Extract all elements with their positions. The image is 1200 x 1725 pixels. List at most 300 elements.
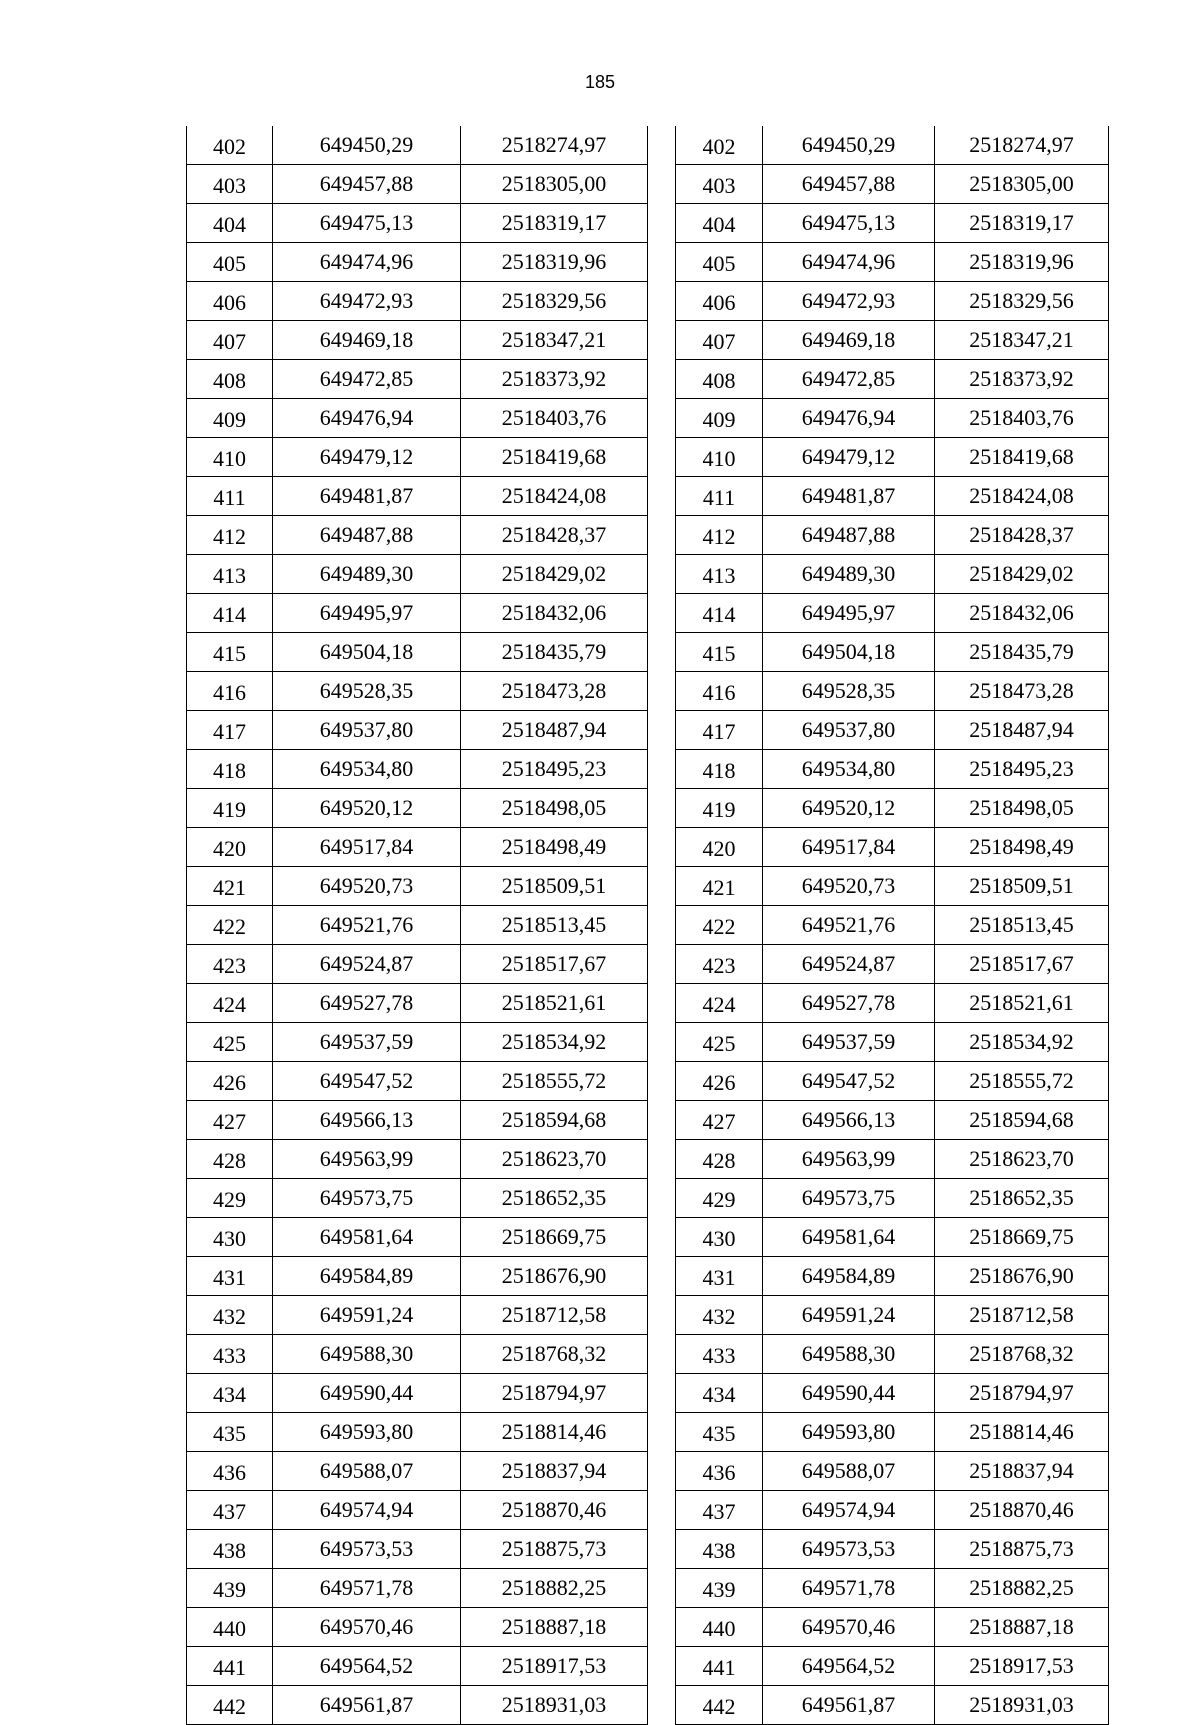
table-row bbox=[187, 1296, 648, 1335]
x-coordinate-cell: 649573,75 bbox=[763, 1179, 935, 1218]
table-row bbox=[187, 1023, 648, 1062]
table-row bbox=[187, 1569, 648, 1608]
x-coordinate-cell: 649469,18 bbox=[763, 321, 935, 360]
point-number-cell: 434 bbox=[676, 1374, 763, 1413]
x-coordinate-cell: 649472,93 bbox=[763, 282, 935, 321]
y-coordinate-cell: 2518319,96 bbox=[935, 243, 1109, 282]
x-coordinate-cell: 649590,44 bbox=[763, 1374, 935, 1413]
y-coordinate-cell: 2518305,00 bbox=[935, 165, 1109, 204]
y-coordinate-cell: 2518623,70 bbox=[461, 1140, 648, 1179]
table-row bbox=[187, 282, 648, 321]
x-coordinate-cell: 649474,96 bbox=[273, 243, 461, 282]
y-coordinate-cell: 2518814,46 bbox=[461, 1413, 648, 1452]
table-row bbox=[676, 477, 1109, 516]
y-coordinate-cell: 2518428,37 bbox=[461, 516, 648, 555]
point-number-cell: 429 bbox=[187, 1179, 273, 1218]
x-coordinate-cell: 649584,89 bbox=[273, 1257, 461, 1296]
table-row bbox=[187, 1491, 648, 1530]
point-number-cell: 412 bbox=[676, 516, 763, 555]
table-row bbox=[676, 438, 1109, 477]
y-coordinate-cell: 2518347,21 bbox=[935, 321, 1109, 360]
x-coordinate-cell: 649517,84 bbox=[273, 828, 461, 867]
point-number-cell: 427 bbox=[676, 1101, 763, 1140]
y-coordinate-cell: 2518882,25 bbox=[461, 1569, 648, 1608]
point-number-cell: 416 bbox=[187, 672, 273, 711]
point-number-cell: 435 bbox=[187, 1413, 273, 1452]
y-coordinate-cell: 2518403,76 bbox=[461, 399, 648, 438]
y-coordinate-cell: 2518521,61 bbox=[935, 984, 1109, 1023]
x-coordinate-cell: 649495,97 bbox=[763, 594, 935, 633]
point-number-cell: 417 bbox=[676, 711, 763, 750]
y-coordinate-cell: 2518305,00 bbox=[461, 165, 648, 204]
y-coordinate-cell: 2518509,51 bbox=[935, 867, 1109, 906]
x-coordinate-cell: 649537,80 bbox=[763, 711, 935, 750]
table-row bbox=[187, 1218, 648, 1257]
x-coordinate-cell: 649581,64 bbox=[273, 1218, 461, 1257]
table-row bbox=[187, 945, 648, 984]
table-row bbox=[187, 1608, 648, 1647]
table-row bbox=[187, 1686, 648, 1725]
y-coordinate-cell: 2518712,58 bbox=[935, 1296, 1109, 1335]
table-row bbox=[676, 321, 1109, 360]
point-number-cell: 420 bbox=[187, 828, 273, 867]
x-coordinate-cell: 649457,88 bbox=[763, 165, 935, 204]
point-number-cell: 438 bbox=[676, 1530, 763, 1569]
x-coordinate-cell: 649527,78 bbox=[763, 984, 935, 1023]
coordinates-table-left-body bbox=[187, 126, 648, 1725]
table-row bbox=[676, 1062, 1109, 1101]
x-coordinate-cell: 649489,30 bbox=[763, 555, 935, 594]
y-coordinate-cell: 2518495,23 bbox=[935, 750, 1109, 789]
y-coordinate-cell: 2518432,06 bbox=[935, 594, 1109, 633]
point-number-cell: 431 bbox=[187, 1257, 273, 1296]
table-row bbox=[676, 282, 1109, 321]
table-row bbox=[187, 1413, 648, 1452]
table-row bbox=[676, 165, 1109, 204]
table-row bbox=[187, 126, 648, 165]
table-row bbox=[187, 984, 648, 1023]
x-coordinate-cell: 649479,12 bbox=[763, 438, 935, 477]
point-number-cell: 426 bbox=[187, 1062, 273, 1101]
x-coordinate-cell: 649590,44 bbox=[273, 1374, 461, 1413]
x-coordinate-cell: 649571,78 bbox=[763, 1569, 935, 1608]
table-row bbox=[187, 750, 648, 789]
point-number-cell: 402 bbox=[187, 126, 273, 165]
table-row bbox=[676, 243, 1109, 282]
x-coordinate-cell: 649472,93 bbox=[273, 282, 461, 321]
point-number-cell: 442 bbox=[676, 1686, 763, 1725]
x-coordinate-cell: 649476,94 bbox=[763, 399, 935, 438]
table-row bbox=[676, 1140, 1109, 1179]
x-coordinate-cell: 649591,24 bbox=[763, 1296, 935, 1335]
table-row bbox=[187, 867, 648, 906]
table-row bbox=[187, 477, 648, 516]
y-coordinate-cell: 2518403,76 bbox=[935, 399, 1109, 438]
point-number-cell: 437 bbox=[187, 1491, 273, 1530]
x-coordinate-cell: 649475,13 bbox=[273, 204, 461, 243]
y-coordinate-cell: 2518319,17 bbox=[461, 204, 648, 243]
table-row bbox=[676, 1218, 1109, 1257]
x-coordinate-cell: 649563,99 bbox=[273, 1140, 461, 1179]
point-number-cell: 415 bbox=[676, 633, 763, 672]
x-coordinate-cell: 649481,87 bbox=[273, 477, 461, 516]
point-number-cell: 425 bbox=[676, 1023, 763, 1062]
point-number-cell: 423 bbox=[676, 945, 763, 984]
table-row bbox=[187, 594, 648, 633]
table-row bbox=[187, 204, 648, 243]
point-number-cell: 426 bbox=[676, 1062, 763, 1101]
x-coordinate-cell: 649573,53 bbox=[763, 1530, 935, 1569]
table-row bbox=[187, 321, 648, 360]
y-coordinate-cell: 2518794,97 bbox=[935, 1374, 1109, 1413]
table-row bbox=[676, 906, 1109, 945]
y-coordinate-cell: 2518837,94 bbox=[935, 1452, 1109, 1491]
point-number-cell: 409 bbox=[187, 399, 273, 438]
y-coordinate-cell: 2518676,90 bbox=[461, 1257, 648, 1296]
table-row bbox=[676, 1296, 1109, 1335]
table-row bbox=[676, 1101, 1109, 1140]
point-number-cell: 419 bbox=[676, 789, 763, 828]
y-coordinate-cell: 2518669,75 bbox=[461, 1218, 648, 1257]
y-coordinate-cell: 2518435,79 bbox=[935, 633, 1109, 672]
table-row bbox=[676, 1647, 1109, 1686]
point-number-cell: 429 bbox=[676, 1179, 763, 1218]
x-coordinate-cell: 649588,07 bbox=[763, 1452, 935, 1491]
x-coordinate-cell: 649547,52 bbox=[273, 1062, 461, 1101]
y-coordinate-cell: 2518498,05 bbox=[461, 789, 648, 828]
table-row bbox=[187, 516, 648, 555]
page-number: 185 bbox=[584, 72, 616, 92]
y-coordinate-cell: 2518419,68 bbox=[461, 438, 648, 477]
x-coordinate-cell: 649521,76 bbox=[273, 906, 461, 945]
x-coordinate-cell: 649489,30 bbox=[273, 555, 461, 594]
y-coordinate-cell: 2518837,94 bbox=[461, 1452, 648, 1491]
x-coordinate-cell: 649564,52 bbox=[763, 1647, 935, 1686]
table-row bbox=[187, 1335, 648, 1374]
point-number-cell: 421 bbox=[187, 867, 273, 906]
point-number-cell: 408 bbox=[187, 360, 273, 399]
y-coordinate-cell: 2518652,35 bbox=[461, 1179, 648, 1218]
y-coordinate-cell: 2518428,37 bbox=[935, 516, 1109, 555]
point-number-cell: 409 bbox=[676, 399, 763, 438]
y-coordinate-cell: 2518373,92 bbox=[461, 360, 648, 399]
coordinates-table-left bbox=[186, 126, 648, 1725]
y-coordinate-cell: 2518435,79 bbox=[461, 633, 648, 672]
y-coordinate-cell: 2518534,92 bbox=[935, 1023, 1109, 1062]
point-number-cell: 410 bbox=[676, 438, 763, 477]
x-coordinate-cell: 649528,35 bbox=[273, 672, 461, 711]
x-coordinate-cell: 649574,94 bbox=[273, 1491, 461, 1530]
x-coordinate-cell: 649487,88 bbox=[273, 516, 461, 555]
point-number-cell: 428 bbox=[676, 1140, 763, 1179]
point-number-cell: 406 bbox=[676, 282, 763, 321]
x-coordinate-cell: 649450,29 bbox=[273, 126, 461, 165]
y-coordinate-cell: 2518424,08 bbox=[461, 477, 648, 516]
y-coordinate-cell: 2518274,97 bbox=[935, 126, 1109, 165]
x-coordinate-cell: 649593,80 bbox=[273, 1413, 461, 1452]
point-number-cell: 413 bbox=[676, 555, 763, 594]
point-number-cell: 419 bbox=[187, 789, 273, 828]
x-coordinate-cell: 649573,53 bbox=[273, 1530, 461, 1569]
point-number-cell: 428 bbox=[187, 1140, 273, 1179]
y-coordinate-cell: 2518875,73 bbox=[935, 1530, 1109, 1569]
x-coordinate-cell: 649481,87 bbox=[763, 477, 935, 516]
table-row bbox=[187, 360, 648, 399]
point-number-cell: 424 bbox=[187, 984, 273, 1023]
table-row bbox=[676, 555, 1109, 594]
x-coordinate-cell: 649571,78 bbox=[273, 1569, 461, 1608]
x-coordinate-cell: 649591,24 bbox=[273, 1296, 461, 1335]
table-row bbox=[187, 828, 648, 867]
y-coordinate-cell: 2518373,92 bbox=[935, 360, 1109, 399]
point-number-cell: 416 bbox=[676, 672, 763, 711]
point-number-cell: 405 bbox=[187, 243, 273, 282]
y-coordinate-cell: 2518517,67 bbox=[935, 945, 1109, 984]
table-row bbox=[676, 1179, 1109, 1218]
table-row bbox=[676, 516, 1109, 555]
table-row bbox=[187, 906, 648, 945]
table-row bbox=[187, 1530, 648, 1569]
x-coordinate-cell: 649588,30 bbox=[763, 1335, 935, 1374]
coordinates-table-right-body bbox=[676, 126, 1109, 1725]
table-row bbox=[676, 789, 1109, 828]
point-number-cell: 424 bbox=[676, 984, 763, 1023]
table-row bbox=[676, 1452, 1109, 1491]
y-coordinate-cell: 2518676,90 bbox=[935, 1257, 1109, 1296]
x-coordinate-cell: 649593,80 bbox=[763, 1413, 935, 1452]
y-coordinate-cell: 2518498,49 bbox=[461, 828, 648, 867]
x-coordinate-cell: 649570,46 bbox=[273, 1608, 461, 1647]
y-coordinate-cell: 2518487,94 bbox=[461, 711, 648, 750]
point-number-cell: 407 bbox=[187, 321, 273, 360]
x-coordinate-cell: 649588,30 bbox=[273, 1335, 461, 1374]
y-coordinate-cell: 2518669,75 bbox=[935, 1218, 1109, 1257]
x-coordinate-cell: 649563,99 bbox=[763, 1140, 935, 1179]
table-row bbox=[676, 1569, 1109, 1608]
point-number-cell: 413 bbox=[187, 555, 273, 594]
point-number-cell: 435 bbox=[676, 1413, 763, 1452]
y-coordinate-cell: 2518513,45 bbox=[461, 906, 648, 945]
table-row bbox=[187, 1101, 648, 1140]
y-coordinate-cell: 2518870,46 bbox=[461, 1491, 648, 1530]
point-number-cell: 423 bbox=[187, 945, 273, 984]
table-row bbox=[676, 1491, 1109, 1530]
point-number-cell: 403 bbox=[187, 165, 273, 204]
table-row bbox=[676, 1686, 1109, 1725]
x-coordinate-cell: 649520,12 bbox=[273, 789, 461, 828]
point-number-cell: 442 bbox=[187, 1686, 273, 1725]
table-row bbox=[187, 1257, 648, 1296]
point-number-cell: 433 bbox=[187, 1335, 273, 1374]
point-number-cell: 433 bbox=[676, 1335, 763, 1374]
table-row bbox=[676, 1374, 1109, 1413]
x-coordinate-cell: 649584,89 bbox=[763, 1257, 935, 1296]
point-number-cell: 402 bbox=[676, 126, 763, 165]
y-coordinate-cell: 2518594,68 bbox=[935, 1101, 1109, 1140]
y-coordinate-cell: 2518555,72 bbox=[935, 1062, 1109, 1101]
table-row bbox=[676, 594, 1109, 633]
y-coordinate-cell: 2518424,08 bbox=[935, 477, 1109, 516]
table-row bbox=[676, 750, 1109, 789]
table-row bbox=[676, 711, 1109, 750]
table-row bbox=[676, 1257, 1109, 1296]
y-coordinate-cell: 2518623,70 bbox=[935, 1140, 1109, 1179]
point-number-cell: 414 bbox=[187, 594, 273, 633]
x-coordinate-cell: 649574,94 bbox=[763, 1491, 935, 1530]
table-row bbox=[187, 165, 648, 204]
y-coordinate-cell: 2518768,32 bbox=[461, 1335, 648, 1374]
point-number-cell: 418 bbox=[187, 750, 273, 789]
table-row bbox=[676, 1413, 1109, 1452]
x-coordinate-cell: 649520,73 bbox=[763, 867, 935, 906]
point-number-cell: 430 bbox=[187, 1218, 273, 1257]
point-number-cell: 412 bbox=[187, 516, 273, 555]
table-row bbox=[187, 633, 648, 672]
table-row bbox=[187, 1179, 648, 1218]
x-coordinate-cell: 649457,88 bbox=[273, 165, 461, 204]
x-coordinate-cell: 649472,85 bbox=[273, 360, 461, 399]
point-number-cell: 434 bbox=[187, 1374, 273, 1413]
x-coordinate-cell: 649450,29 bbox=[763, 126, 935, 165]
y-coordinate-cell: 2518473,28 bbox=[461, 672, 648, 711]
x-coordinate-cell: 649588,07 bbox=[273, 1452, 461, 1491]
y-coordinate-cell: 2518594,68 bbox=[461, 1101, 648, 1140]
x-coordinate-cell: 649566,13 bbox=[273, 1101, 461, 1140]
x-coordinate-cell: 649537,80 bbox=[273, 711, 461, 750]
point-number-cell: 403 bbox=[676, 165, 763, 204]
x-coordinate-cell: 649517,84 bbox=[763, 828, 935, 867]
x-coordinate-cell: 649495,97 bbox=[273, 594, 461, 633]
x-coordinate-cell: 649487,88 bbox=[763, 516, 935, 555]
y-coordinate-cell: 2518870,46 bbox=[935, 1491, 1109, 1530]
point-number-cell: 418 bbox=[676, 750, 763, 789]
y-coordinate-cell: 2518534,92 bbox=[461, 1023, 648, 1062]
x-coordinate-cell: 649469,18 bbox=[273, 321, 461, 360]
x-coordinate-cell: 649472,85 bbox=[763, 360, 935, 399]
y-coordinate-cell: 2518917,53 bbox=[935, 1647, 1109, 1686]
x-coordinate-cell: 649504,18 bbox=[273, 633, 461, 672]
point-number-cell: 436 bbox=[676, 1452, 763, 1491]
table-row bbox=[676, 399, 1109, 438]
table-row bbox=[187, 399, 648, 438]
table-row bbox=[187, 1374, 648, 1413]
table-row bbox=[187, 1452, 648, 1491]
point-number-cell: 404 bbox=[187, 204, 273, 243]
table-row bbox=[676, 867, 1109, 906]
y-coordinate-cell: 2518517,67 bbox=[461, 945, 648, 984]
point-number-cell: 440 bbox=[187, 1608, 273, 1647]
table-row bbox=[187, 1647, 648, 1686]
x-coordinate-cell: 649570,46 bbox=[763, 1608, 935, 1647]
point-number-cell: 437 bbox=[676, 1491, 763, 1530]
point-number-cell: 432 bbox=[187, 1296, 273, 1335]
point-number-cell: 441 bbox=[676, 1647, 763, 1686]
x-coordinate-cell: 649475,13 bbox=[763, 204, 935, 243]
x-coordinate-cell: 649520,73 bbox=[273, 867, 461, 906]
y-coordinate-cell: 2518498,49 bbox=[935, 828, 1109, 867]
table-row bbox=[676, 945, 1109, 984]
table-row bbox=[676, 360, 1109, 399]
point-number-cell: 431 bbox=[676, 1257, 763, 1296]
y-coordinate-cell: 2518875,73 bbox=[461, 1530, 648, 1569]
x-coordinate-cell: 649547,52 bbox=[763, 1062, 935, 1101]
x-coordinate-cell: 649581,64 bbox=[763, 1218, 935, 1257]
y-coordinate-cell: 2518794,97 bbox=[461, 1374, 648, 1413]
y-coordinate-cell: 2518429,02 bbox=[935, 555, 1109, 594]
table-row bbox=[676, 1530, 1109, 1569]
table-row bbox=[676, 126, 1109, 165]
x-coordinate-cell: 649479,12 bbox=[273, 438, 461, 477]
y-coordinate-cell: 2518513,45 bbox=[935, 906, 1109, 945]
point-number-cell: 438 bbox=[187, 1530, 273, 1569]
table-row bbox=[676, 828, 1109, 867]
table-row bbox=[676, 204, 1109, 243]
point-number-cell: 422 bbox=[676, 906, 763, 945]
table-row bbox=[187, 438, 648, 477]
y-coordinate-cell: 2518887,18 bbox=[461, 1608, 648, 1647]
table-row bbox=[676, 633, 1109, 672]
point-number-cell: 406 bbox=[187, 282, 273, 321]
point-number-cell: 407 bbox=[676, 321, 763, 360]
y-coordinate-cell: 2518521,61 bbox=[461, 984, 648, 1023]
y-coordinate-cell: 2518887,18 bbox=[935, 1608, 1109, 1647]
y-coordinate-cell: 2518419,68 bbox=[935, 438, 1109, 477]
y-coordinate-cell: 2518429,02 bbox=[461, 555, 648, 594]
y-coordinate-cell: 2518509,51 bbox=[461, 867, 648, 906]
y-coordinate-cell: 2518319,17 bbox=[935, 204, 1109, 243]
y-coordinate-cell: 2518814,46 bbox=[935, 1413, 1109, 1452]
table-row bbox=[187, 555, 648, 594]
x-coordinate-cell: 649524,87 bbox=[273, 945, 461, 984]
point-number-cell: 411 bbox=[187, 477, 273, 516]
x-coordinate-cell: 649504,18 bbox=[763, 633, 935, 672]
point-number-cell: 427 bbox=[187, 1101, 273, 1140]
y-coordinate-cell: 2518495,23 bbox=[461, 750, 648, 789]
point-number-cell: 439 bbox=[676, 1569, 763, 1608]
point-number-cell: 422 bbox=[187, 906, 273, 945]
coordinates-table-right bbox=[675, 126, 1109, 1725]
x-coordinate-cell: 649561,87 bbox=[763, 1686, 935, 1725]
point-number-cell: 411 bbox=[676, 477, 763, 516]
y-coordinate-cell: 2518917,53 bbox=[461, 1647, 648, 1686]
point-number-cell: 432 bbox=[676, 1296, 763, 1335]
x-coordinate-cell: 649527,78 bbox=[273, 984, 461, 1023]
table-row bbox=[676, 672, 1109, 711]
x-coordinate-cell: 649520,12 bbox=[763, 789, 935, 828]
x-coordinate-cell: 649521,76 bbox=[763, 906, 935, 945]
x-coordinate-cell: 649534,80 bbox=[273, 750, 461, 789]
y-coordinate-cell: 2518652,35 bbox=[935, 1179, 1109, 1218]
point-number-cell: 421 bbox=[676, 867, 763, 906]
x-coordinate-cell: 649564,52 bbox=[273, 1647, 461, 1686]
y-coordinate-cell: 2518432,06 bbox=[461, 594, 648, 633]
y-coordinate-cell: 2518319,96 bbox=[461, 243, 648, 282]
table-row bbox=[187, 711, 648, 750]
x-coordinate-cell: 649528,35 bbox=[763, 672, 935, 711]
y-coordinate-cell: 2518487,94 bbox=[935, 711, 1109, 750]
table-row bbox=[676, 1335, 1109, 1374]
table-row bbox=[676, 1023, 1109, 1062]
x-coordinate-cell: 649476,94 bbox=[273, 399, 461, 438]
y-coordinate-cell: 2518931,03 bbox=[935, 1686, 1109, 1725]
point-number-cell: 405 bbox=[676, 243, 763, 282]
table-row bbox=[676, 984, 1109, 1023]
x-coordinate-cell: 649524,87 bbox=[763, 945, 935, 984]
table-row bbox=[187, 672, 648, 711]
table-row bbox=[187, 1140, 648, 1179]
y-coordinate-cell: 2518768,32 bbox=[935, 1335, 1109, 1374]
point-number-cell: 404 bbox=[676, 204, 763, 243]
